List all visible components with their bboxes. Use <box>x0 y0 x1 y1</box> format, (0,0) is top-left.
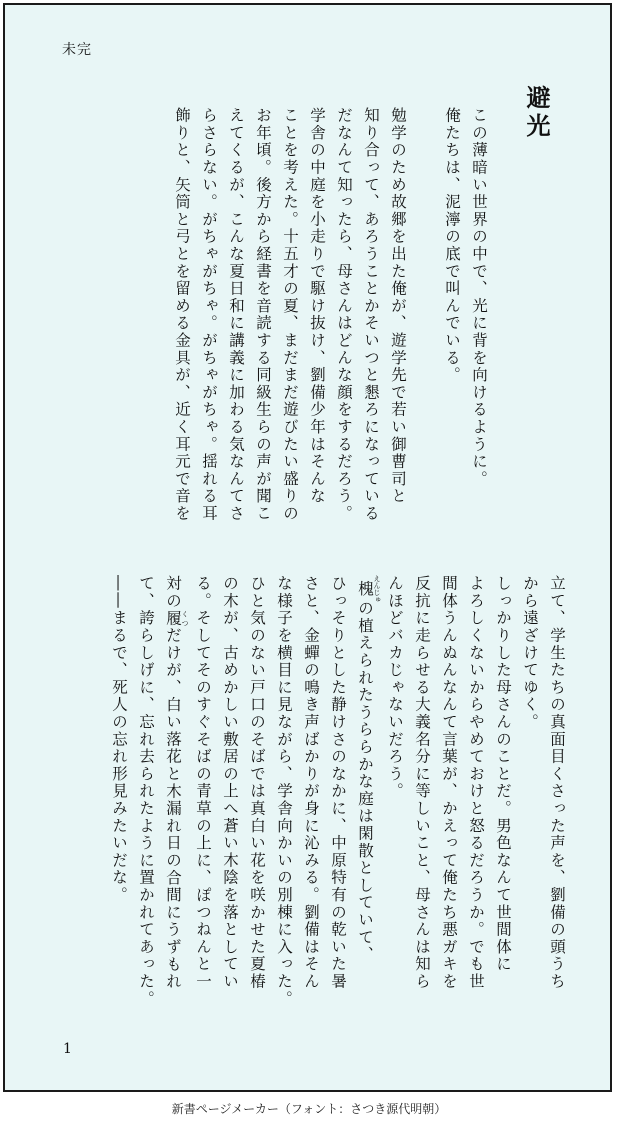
text-line: の木が、古めかしい敷居の上へ蒼い木陰を落としてい <box>221 575 239 991</box>
text-line: んほどバカじゃないだろう。 <box>386 575 404 800</box>
ruby-base: 槐 <box>356 575 374 603</box>
ruby-reading: えんじゅ <box>373 575 381 603</box>
text-line: ことを考えた。十五才の夏、まだまだ遊びたい盛りの <box>281 107 299 523</box>
text-segment: の植えられたうららかな庭は閑散としていて、 <box>356 600 374 964</box>
text-line: な様子を横目に見ながら、学舎向かいの別棟に入った。 <box>275 575 293 1008</box>
text-line: この薄暗い世界の中で、光に背を向けるように。 <box>470 107 488 488</box>
page-number: 1 <box>63 1041 72 1057</box>
text-line: らさらない。がちゃがちゃ。がちゃがちゃ。揺れる耳 <box>200 107 218 523</box>
text-line: さと、金蟬の鳴き声ばかりが身に沁みる。劉備はそん <box>302 575 320 991</box>
book-page <box>3 3 612 1092</box>
text-line: ――まるで、死人の忘れ形見みたいだな。 <box>110 575 128 904</box>
text-line: ひと気のない戸口のそばでは真白い花を咲かせた夏椿 <box>248 575 266 991</box>
text-line: から遠ざけてゆく。 <box>521 575 539 731</box>
text-line: る。そしてそのすぐそばの青草の上に、ぽつねんと一 <box>194 575 212 991</box>
text-line: しっかりした母さんのことだ。男色なんて世間体に <box>494 575 512 973</box>
lower-text-block <box>105 575 570 1008</box>
text-line: て、誇らしげに、忘れ去られたように置かれてあった。 <box>137 575 155 1008</box>
ruby-annotation <box>356 575 381 603</box>
text-line: よろしくないからやめておけと怒るだろうか。でも世 <box>467 575 485 991</box>
text-line: えてくるが、こんな夏日和に講義に加わる気なんてさ <box>227 107 245 523</box>
text-line: 学舎の中庭を小走りで駆け抜け、劉備少年はそんな <box>308 107 326 505</box>
text-line-with-ruby <box>351 575 381 990</box>
text-line: 立て、学生たちの真面目くさった声を、劉備の頭うち <box>548 575 566 991</box>
chapter-status-label: 未完 <box>62 42 92 58</box>
text-line: ひっそりとした静けさのなかに、中原特有の乾いた暑 <box>329 575 347 991</box>
ruby-annotation <box>164 609 189 627</box>
text-line: 勉学のため故郷を出た俺が、遊学先で若い御曹司と <box>389 107 407 505</box>
text-line: 飾りと、矢筒と弓とを留める金具が、近く耳元で音を <box>173 107 191 523</box>
ruby-base: 履 <box>164 609 182 627</box>
upper-text-block <box>168 107 492 522</box>
text-line-with-ruby <box>159 575 189 990</box>
text-line: 間体うんぬんなんて言葉が、かえって俺たち悪ガキを <box>440 575 458 991</box>
text-line: 反抗に走らせる大義名分に等しいこと、母さんは知ら <box>413 575 431 991</box>
text-line: だなんて知ったら、母さんはどんな顔をするだろう。 <box>335 107 353 523</box>
text-line: お年頃。後方から経書を音読する同級生らの声が聞こ <box>254 107 272 523</box>
page-title: 避光 <box>522 85 551 141</box>
footer-credit: 新書ページメーカー（フォント：さつき源代明朝） <box>171 1102 447 1116</box>
ruby-reading: くつ <box>181 609 189 627</box>
text-line: 俺たちは、泥濘の底で叫んでいる。 <box>443 107 461 384</box>
text-segment: だけが、白い落花と木漏れ日の合間にうずもれ <box>164 626 182 991</box>
text-segment: 対の <box>164 575 182 610</box>
text-line: 知り合って、あろうことかそいつと懇ろになっている <box>362 107 380 523</box>
